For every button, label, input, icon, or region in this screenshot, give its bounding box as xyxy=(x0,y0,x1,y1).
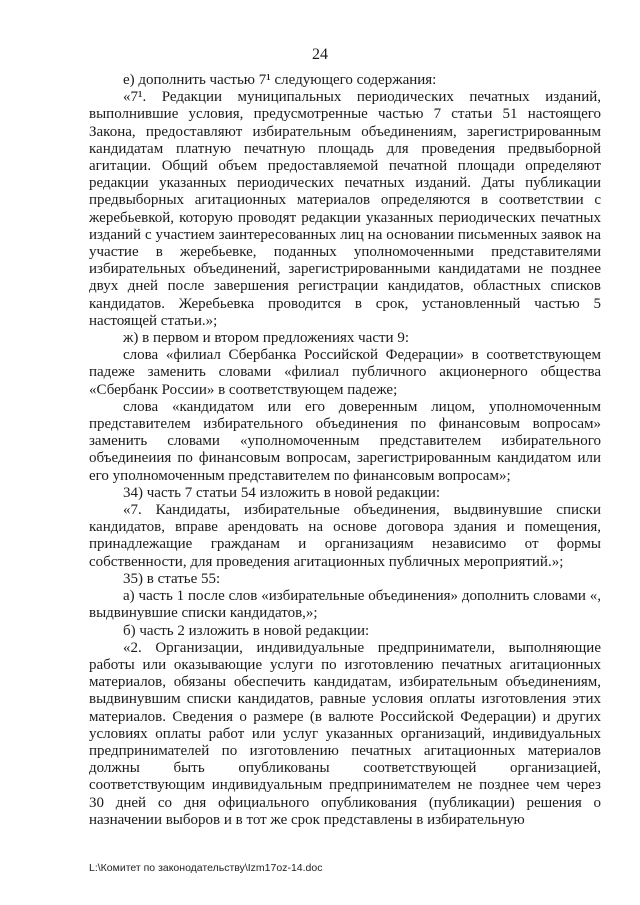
paragraph-amendment-zh: ж) в первом и втором предложениях части 9: xyxy=(123,330,409,347)
paragraph-amendment-a: а) часть 1 после слов «избирательные объединения» дополнить словами «, выдвинувшие списки кандидатов,»; xyxy=(89,588,601,622)
page-number: 24 xyxy=(312,46,328,63)
paragraph-part-7-text: «7. Кандидаты, избирательные объединения, выдвинувшие списки кандидатов, вправе арендовать на основе договора здания и помещения, принадлежащие гражданам и организациям независимо от формы собственности, для проведения агитационных публичных мероприятий.»; xyxy=(89,502,601,570)
paragraph-part-7-1: «7¹. Редакции муниципальных периодических печатных изданий, выполнившие условия, предусмотренные частью 7 статьи 51 настоящего Закона, предоставляют избирательным объединениям, зарегистрированным кандидатам платную печатную площадь для проведения предвыборной агитации. Общий объем предоставляемой печатной площади определяют редакции указанных периодических печатных изданий. Даты публикации предвыборных агитационных материалов определяются в соответствии с жеребьевкой, которую проводят редакции указанных периодических печатных изданий с участием заинтересованных лиц на основании письменных заявок на участие в жеребьевке, поданных уполномоченными представителями избирательных объединений, зарегистрированными кандидатами не позднее двух дней после завершения регистрации кандидатов, областных списков кандидатов. Жеребьевка проводится в срок, установленный частью 5 настоящей статьи.»; xyxy=(89,89,601,329)
paragraph-part-2-text: «2. Организации, индивидуальные предприниматели, выполняющие работы или оказывающие услуги по изготовлению печатных агитационных материалов, обязаны обеспечить кандидатам, избирательным объединениям, выдвинувшим списки кандидатов, равные условия оплаты изготовления этих материалов. Сведения о размере (в валюте Российской Федерации) и других условиях оплаты работ или услуг указанных организаций, индивидуальных предпринимателей по изготовлению печатных агитационных материалов должны быть опубликованы соответствующей организацией, соответствующим индивидуальным предпринимателем не позднее чем через 30 дней со дня официального опубликования (публикации) решения о назначении выборов и в тот же срок представлены в избирательную xyxy=(89,639,601,828)
paragraph-sberbank-replace: слова «филиал Сбербанка Российской Федерации» в соответствующем падеже заменить словами «филиал публичного акционерного общества «Сбербанк России» в соответствующем падеже; xyxy=(89,347,601,398)
paragraph-amendment-e: е) дополнить частью 7¹ следующего содержания: xyxy=(123,72,437,88)
footer-file-path: L:\Комитет по законодательству\Izm17oz-14.doc xyxy=(89,862,323,874)
document-body xyxy=(89,72,601,829)
paragraph-item-34: 34) часть 7 статьи 54 изложить в новой редакции: xyxy=(123,484,441,501)
paragraph-amendment-b: б) часть 2 изложить в новой редакции: xyxy=(123,622,370,639)
paragraph-item-35: 35) в статье 55: xyxy=(123,570,221,587)
paragraph-candidate-replace: слова «кандидатом или его доверенным лицом, уполномоченным представителем избирательного объединения по финансовым вопросам» заменить словами «уполномоченным представителем избирательного объединеиия по финансовым вопросам, зарегистрированным кандидатом или его уполномоченным представителем по финансовым вопросам»; xyxy=(89,398,601,484)
